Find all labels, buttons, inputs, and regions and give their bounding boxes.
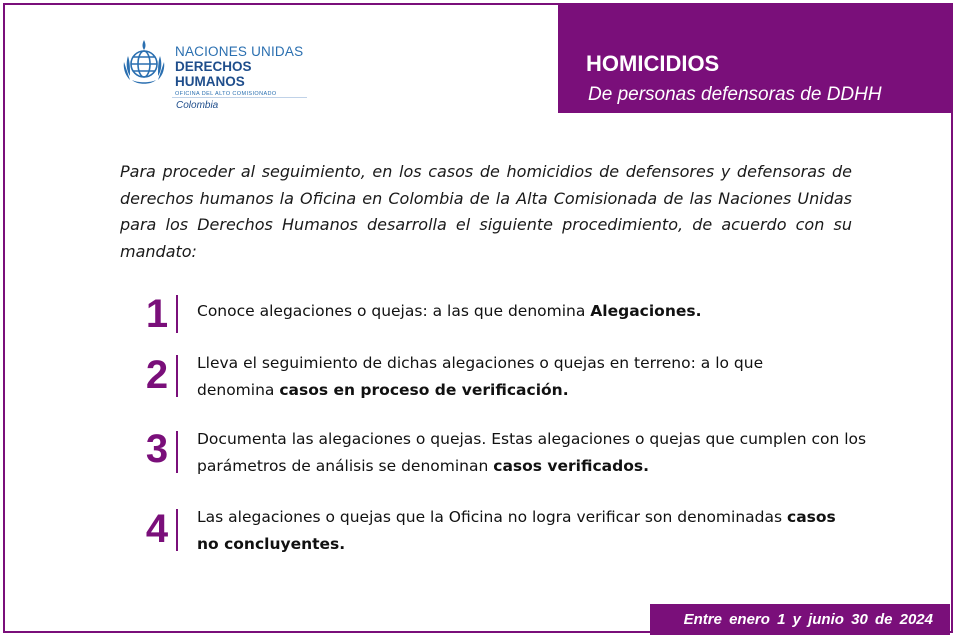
logo-country: Colombia: [176, 100, 219, 111]
logo-divider: [172, 97, 307, 98]
step-text: [197, 426, 877, 479]
step-divider: [176, 295, 178, 333]
step-description: Lleva el seguimiento de dichas alegaciones o quejas en terreno: a lo que denomina: [197, 354, 764, 399]
logo-org-subname: DERECHOS HUMANOS: [175, 59, 252, 89]
page-title: HOMICIDIOS: [586, 51, 720, 76]
step-term: casos verificados.: [493, 456, 649, 475]
step-text: [197, 504, 847, 557]
step-number: 3: [145, 427, 169, 471]
un-emblem-icon: [120, 36, 168, 96]
logo-text: [175, 44, 320, 99]
step-term: casos en proceso de verificación.: [279, 380, 569, 399]
logo-office-name: OFICINA DEL ALTO COMISIONADO: [175, 91, 277, 97]
step-description: Documenta las alegaciones o quejas. Estas alegaciones o quejas que cumplen con los parámetros de análisis se denominan: [197, 430, 867, 475]
step-number: 4: [145, 507, 169, 551]
step-divider: [176, 431, 178, 473]
step-text: [197, 350, 837, 403]
step-description: Conoce alegaciones o quejas: a las que denomina: [197, 302, 591, 320]
step-divider: [176, 355, 178, 397]
step-2: [140, 350, 840, 406]
intro-paragraph: Para proceder al seguimiento, en los casos de homicidios de defensores y defensoras de derechos humanos la Oficina en Colombia de la Alta Comisionada de las Naciones Unidas para los Derechos Humanos desarrolla el siguiente procedimiento, de acuerdo con su mandato:: [120, 162, 852, 261]
step-3: [140, 426, 867, 482]
step-description: Las alegaciones o quejas que la Oficina no logra verificar son denominadas: [197, 508, 787, 526]
step-number: 2: [145, 353, 169, 397]
page-subtitle: De personas defensoras de DDHH: [588, 84, 882, 105]
header-banner: [558, 5, 951, 113]
logo-org-name: NACIONES UNIDAS: [175, 44, 304, 59]
step-1: [140, 290, 840, 340]
step-term: casos no concluyentes.: [197, 508, 836, 553]
step-divider: [176, 509, 178, 551]
step-term: Alegaciones.: [590, 302, 702, 320]
step-number: 1: [145, 292, 169, 336]
un-human-rights-logo: [120, 36, 320, 116]
step-text: [197, 298, 701, 325]
step-4: [140, 504, 840, 560]
date-range-footer: Entre enero 1 y junio 30 de 2024: [650, 604, 950, 635]
